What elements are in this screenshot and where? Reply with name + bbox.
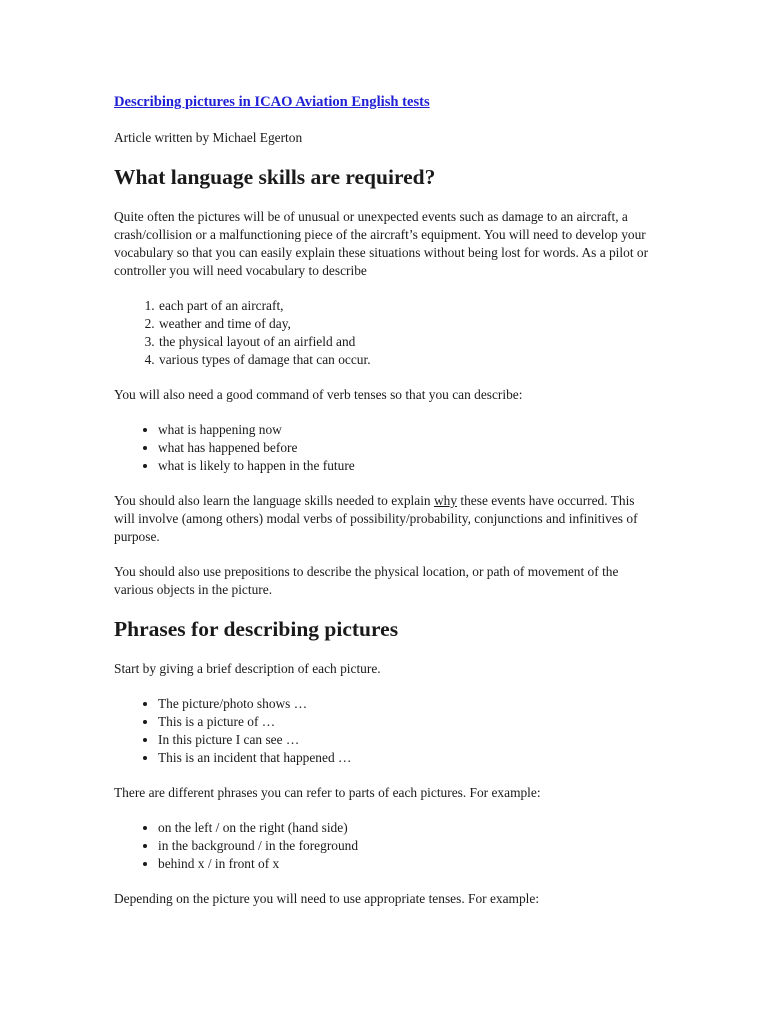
vocabulary-numbered-list [114,297,654,369]
parts-bullet-list [114,819,654,873]
list-item: • what is likely to happen in the future [158,457,654,475]
skills-intro-paragraph: Quite often the pictures will be of unusual or unexpected events such as damage to an aircraft, a crash/collision or a malfunctioning piece of the aircraft’s equipment. You will need to develop your vocabulary so that you can easily explain these situations without being lost for words. As a pilot or controller you will need vocabulary to describe [114,209,649,278]
list-item: • behind x / in front of x [158,855,654,873]
parts-intro-paragraph: There are different phrases you can refer to parts of each pictures. For example: [114,785,541,800]
list-item: • This is an incident that happened … [158,749,654,767]
list-item: • The picture/photo shows … [158,695,654,713]
list-item: 4. various types of damage that can occur. [158,351,654,369]
phrases-bullet-list [114,695,654,767]
byline: Article written by Michael Egerton [114,130,303,145]
list-item: • what has happened before [158,439,654,457]
list-item: 1. each part of an aircraft, [158,297,654,315]
document-page [114,93,654,925]
phrases-intro-paragraph: Start by giving a brief description of each picture. [114,661,381,676]
why-paragraph [114,492,654,546]
section-heading-phrases: Phrases for describing pictures [114,617,399,641]
why-text-after: these events have occurred. This will involve (among others) modal verbs of possibility/probability, conjunctions and infinitives of purpose. [114,493,638,544]
prepositions-paragraph: You should also use prepositions to describe the physical location, or path of movement of the various objects in the picture. [114,564,619,597]
article-title-link[interactable]: Describing pictures in ICAO Aviation English tests [114,94,430,110]
list-item: • what is happening now [158,421,654,439]
why-text-before: You should also learn the language skills needed to explain [114,493,434,508]
list-item: 3. the physical layout of an airfield and [158,333,654,351]
section-heading-skills: What language skills are required? [114,165,436,189]
list-item: • This is a picture of … [158,713,654,731]
list-item: 2. weather and time of day, [158,315,654,333]
tenses-intro-paragraph: You will also need a good command of verb tenses so that you can describe: [114,387,523,402]
list-item: • on the left / on the right (hand side) [158,819,654,837]
tenses-outro-paragraph: Depending on the picture you will need to use appropriate tenses. For example: [114,891,540,906]
list-item: • in the background / in the foreground [158,837,654,855]
why-underlined-word: why [433,493,458,508]
list-item: • In this picture I can see … [158,731,654,749]
tenses-bullet-list [114,421,654,475]
